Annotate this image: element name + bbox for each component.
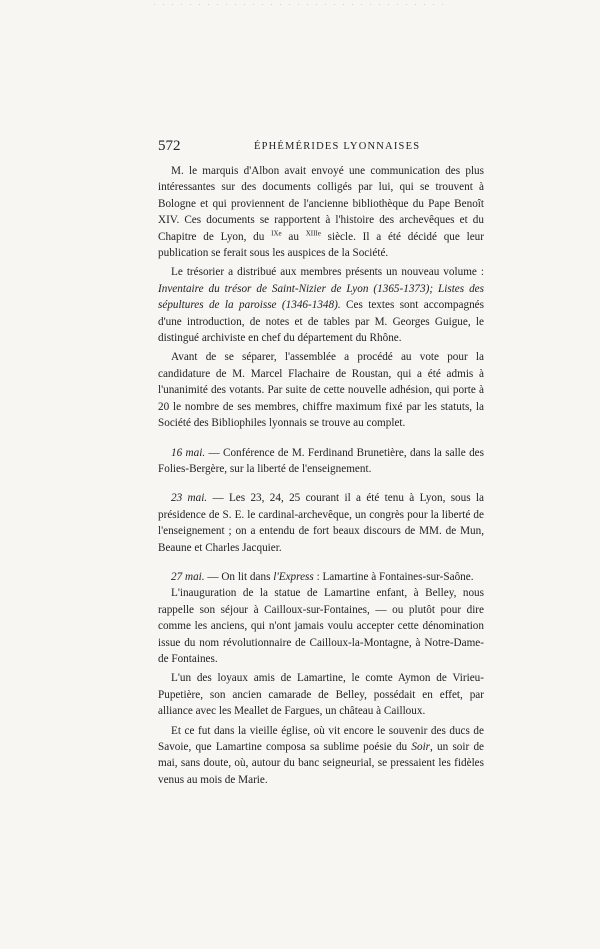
poem-title: Soir: [411, 741, 431, 753]
entry-date: 27 mai.: [171, 570, 205, 583]
paragraph-eglise: Et ce fut dans la vieille église, où vit encore le souvenir des ducs de Savoie, que Lamartine composa sa sublime poésie du Soir, un soir de mai, sans doute, où, autour du banc seigneurial, se pressaient les fidèles venus au mois de Marie.: [158, 724, 484, 786]
entry-date: 23 mai.: [171, 492, 208, 505]
entry-27-mai: 27 mai. — On lit dans l'Express : Lamartine à Fontaines-sur-Saône.: [171, 570, 474, 583]
paragraph-albon: M. le marquis d'Albon avait envoyé une communication des plus intéressantes sur des documents colligés par lui, qui se trouvent à Bologne et qui proviennent de l'ancienne bibliothèque du Pape Benoît XIV. Ces documents se rapportent à l'histoire des archevêques et du Chapitre de Lyon, du $^{IXe}$ au $^{XIIIe}$ siècle. Il a été décidé que leur publication se ferait sous les auspices de la Société.: [158, 165, 484, 260]
source-title: l'Express: [273, 570, 314, 583]
body-text: [158, 163, 484, 788]
paragraph-inauguration: L'inauguration de la statue de Lamartine enfant, à Belley, nous rappelle son séjour à Cailloux-sur-Fontaines, — ou plutôt pour dire comme les anciens, qui n'ont jamais voulu accepter cette dénomination issue du nom révolutionnaire de Cailloux-la-Montagne, à Notre-Dame-de Fontaines.: [158, 587, 484, 665]
entry-16-mai: 16 mai. — Conférence de M. Ferdinand Brunetière, dans la salle des Folies-Bergère, sur la liberté de l'enseignement.: [158, 446, 485, 475]
entry-23-mai: 23 mai. — Les 23, 24, 25 courant il a été tenu à Lyon, sous la présidence de S. E. le cardinal-archevêque, un congrès pour la liberté de l'enseignement ; on a entendu de fort beaux discours de MM. de Mun, Beaune et Charles Jacquier.: [158, 492, 485, 554]
page-header: [158, 138, 458, 158]
running-head: ÉPHÉMÉRIDES LYONNAISES: [254, 141, 421, 152]
paragraph-virieu: L'un des loyaux amis de Lamartine, le comte Aymon de Virieu-Pupetière, son ancien camarade de Belley, possédait en effet, par alliance avec les Meallet de Fargues, un château à Cailloux.: [158, 672, 484, 718]
entry-date: 16 mai.: [171, 446, 206, 459]
book-title: Inventaire du trésor de Saint-Nizier de Lyon (1365-1373); Listes des sépultures de la paroisse (1346-1348).: [158, 282, 484, 312]
page-edge-speckle: [150, 2, 450, 8]
paragraph-vote: Avant de se séparer, l'assemblée a procédé au vote pour la candidature de M. Marcel Flachaire de Roustan, qui a été admis à l'unanimité des votants. Par suite de cette nouvelle adhésion, qui porte à 20 le nombre de ses membres, chiffre maximum fixé par les statuts, la Société des Bibliophiles lyonnais se trouve au complet.: [158, 351, 484, 430]
paragraph-tresorier: Le trésorier a distribué aux membres présents un nouveau volume : Inventaire du trésor de Saint-Nizier de Lyon (1365-1373); Listes des sépultures de la paroisse (1346-1348). Ces textes sont accompagnés d'une introduction, de notes et de tables par M. Georges Guigue, le distingué archiviste en chef du département du Rhône.: [158, 266, 484, 345]
page-number: 572: [158, 138, 181, 154]
